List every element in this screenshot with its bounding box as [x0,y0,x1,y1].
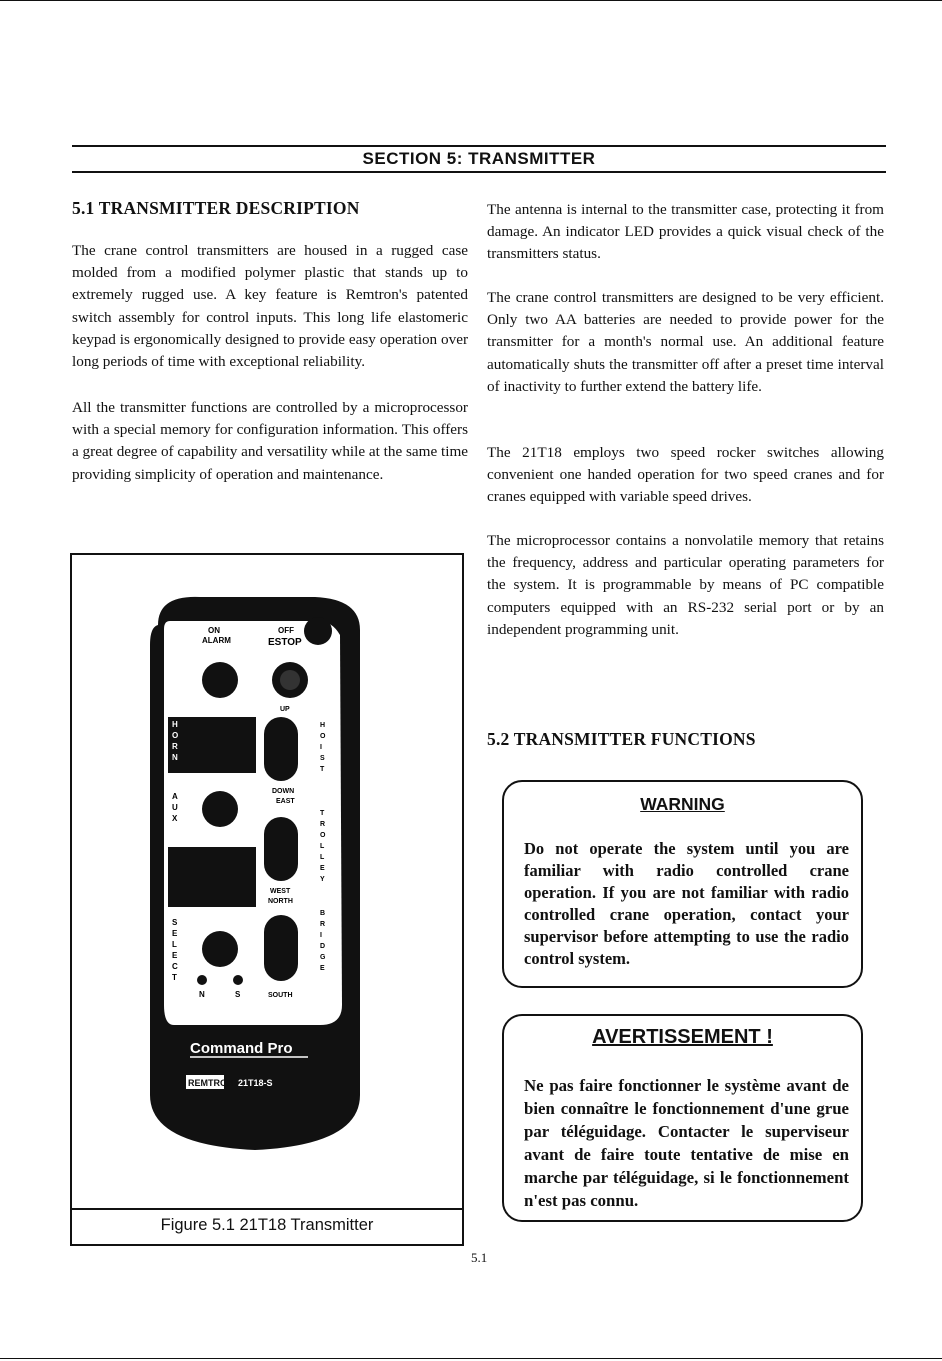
trolley-letter-5: L [320,854,325,861]
left-paragraph-1: The crane control transmitters are housed in a rugged case molded from a modified polymer plastic that stands up to extremely rugged use. A key feature is Remtron's patented switch assembly for control inputs. This long life elastomeric keypad is ergonomically designed to provide easy operation over long periods of time with exceptional reliability. [72,242,468,371]
section-rule-bottom [72,171,886,173]
section-title: SECTION 5: TRANSMITTER [362,149,596,168]
alarm-label: ALARM [202,636,231,645]
select-letter-3: L [172,940,177,949]
brand-logo: Command Pro [190,1040,293,1057]
page-number: 5.1 [471,1250,488,1265]
horn-letter-h: H [172,720,178,729]
hoist-rocker-shape [264,717,298,781]
select-letter-6: T [172,973,177,982]
hoist-letter-5: T [320,766,325,773]
select-letter-2: E [172,929,178,938]
hoist-letter-1: H [320,722,326,729]
warning-title: WARNING [640,794,725,814]
trolley-letter-1: T [320,810,325,817]
heading-5-1: 5.1 TRANSMITTER DESCRIPTION [72,198,360,218]
maker-logo: REMTRON [188,1078,234,1088]
off-label: OFF [278,626,294,635]
right-paragraph-4: The microprocessor contains a nonvolatile memory that retains the frequency, address and particular operating parameters for the system. It is programmable by means of PC compatible computers equipped with an RS-232 serial port or by an independent programming unit. [487,532,884,638]
section-rule-top [72,145,886,147]
horn-letter-o: O [172,731,179,740]
bridge-letter-2: R [320,921,326,928]
avertissement-box [502,1014,863,1222]
select-letter-1: S [172,918,178,927]
trolley-letter-2: R [320,821,326,828]
bridge-letter-5: G [320,954,326,961]
bridge-letter-6: E [320,965,325,972]
avertissement-text: Ne pas faire fonctionner le système avant de bien connaître le fonctionnement d'une grue par téléguidage. Contacter le superviseur avant de faire toute tentative de mise en marche par téléguidage, si le fonctionnement n'est pas connu. [524,1076,849,1210]
transmitter-illustration [140,585,370,1155]
bridge-letter-4: D [320,943,326,950]
page-bottom-rule [0,1358,942,1359]
figure-caption: Figure 5.1 21T18 Transmitter [160,1216,374,1234]
right-paragraph-2: The crane control transmitters are designed to be very efficient. Only two AA batteries are needed to provide power for the transmitter for a month's normal use. An additional feature automatically shuts the transmitter off after a preset time interval of inactivity to further extend the battery life. [487,289,884,395]
bridge-rocker-shape [264,915,298,981]
heading-5-2: 5.2 TRANSMITTER FUNCTIONS [487,729,756,749]
model-label: 21T18-S [238,1078,273,1088]
aux-letter-u: U [172,803,178,812]
horn-letter-n: N [172,753,178,762]
up-label: UP [280,706,290,713]
hoist-letter-2: O [320,733,326,740]
page-top-rule [0,0,942,1]
right-paragraph-1: The antenna is internal to the transmitter case, protecting it from damage. An indicator LED provides a quick visual check of the transmitters status. [487,201,884,263]
south-label: SOUTH [268,992,293,999]
aux-button-shape [202,791,238,827]
west-label: WEST [270,888,291,895]
trolley-rocker-shape [264,817,298,881]
right-paragraph-3: The 21T18 employs two speed rocker switches allowing convenient one handed operation for two speed cranes and for cranes equipped with variable speed drives. [487,444,884,506]
aux-letter-x: X [172,814,178,823]
trolley-letter-4: L [320,843,325,850]
trolley-letter-7: Y [320,876,325,883]
east-label: EAST [276,798,295,805]
left-paragraph-2: All the transmitter functions are controlled by a microprocessor with a special memory for configuration information. This offers a great degree of capability and versatility while at the same time providing simplicity of operation and maintenance. [72,399,468,483]
select-letter-4: E [172,951,178,960]
horn-letter-r: R [172,742,178,751]
avertissement-title: AVERTISSEMENT ! [592,1026,773,1048]
select-s-label: S [235,990,241,999]
on-label: ON [208,626,220,635]
select-n-label: N [199,990,205,999]
hoist-letter-4: S [320,755,325,762]
figure-caption-rule [70,1208,464,1210]
bridge-letter-3: I [320,932,322,939]
bridge-letter-1: B [320,910,326,917]
on-alarm-button-shape [202,662,238,698]
down-label: DOWN [272,788,295,795]
trolley-letter-6: E [320,865,325,872]
trolley-letter-3: O [320,832,326,839]
select-button-shape [202,931,238,967]
select-letter-5: C [172,962,178,971]
warning-text: Do not operate the system until you are familiar with radio controlled crane operation. If you are not familiar with radio controlled crane operation, contact your supervisor before attempting to use the radio control system. [524,839,849,968]
hoist-letter-3: I [320,744,322,751]
aux-letter-a: A [172,792,178,801]
warning-box [502,780,863,988]
north-label: NORTH [268,898,293,905]
estop-label: ESTOP [268,637,302,648]
